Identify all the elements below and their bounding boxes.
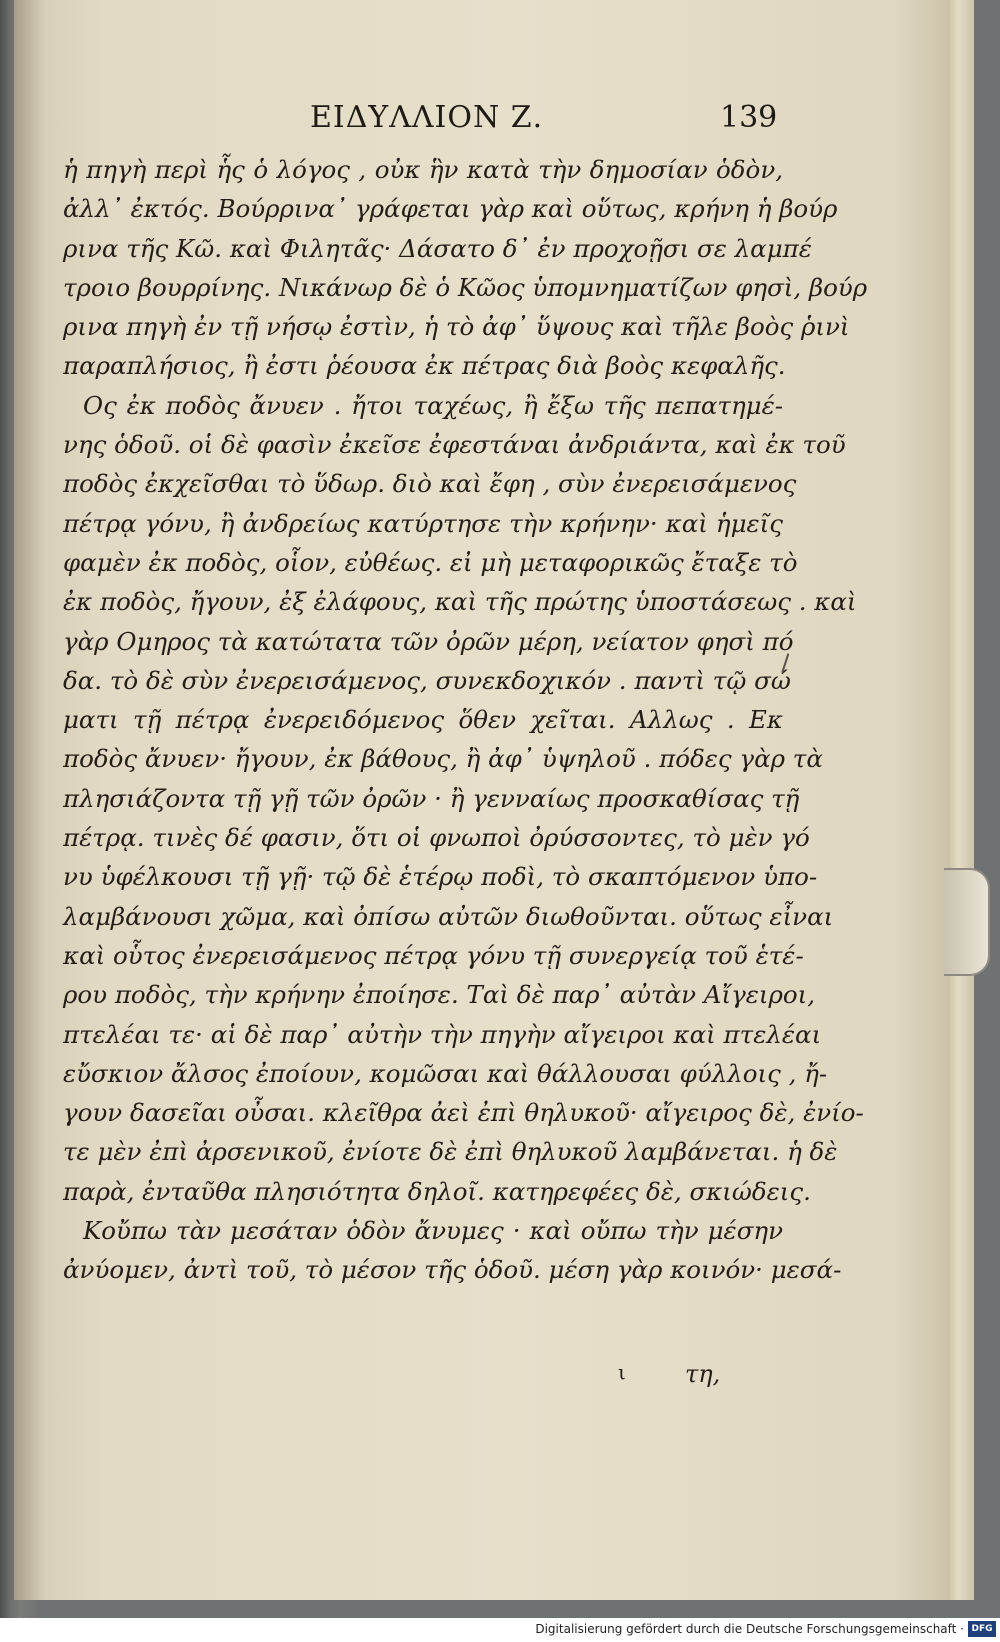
page-clip <box>944 868 990 976</box>
text-line: τε μὲν ἐπὶ ἀρσενικοῦ, ἐνίοτε δὲ ἐπὶ θηλυκοῦ λαμβάνεται. ἡ δὲ <box>63 1137 838 1167</box>
text-line: Κοὔπω τὰν μεσάταν ὁδὸν ἄνυμες · καὶ οὔπω τὴν μέσην <box>83 1216 783 1246</box>
text-line: δα. τὸ δὲ σὺν ἐνερεισάμενος, συνεκδοχικόν . παντὶ τῷ σώ <box>63 665 791 695</box>
footer-credit: Digitalisierung gefördert durch die Deutsche Forschungsgemeinschaft · <box>535 1622 964 1636</box>
text-line: νης ὁδοῦ. οἱ δὲ φασὶν ἐκεῖσε ἐφεστάναι ἀνδριάντα, καὶ ἐκ τοῦ <box>63 430 846 460</box>
text-line: γουν δασεῖαι οὖσαι. κλεῖθρα ἀεὶ ἐπὶ θηλυκοῦ· αἴγειρος δὲ, ἐνίο- <box>63 1098 864 1128</box>
text-line: τροιο βουρρίνης. Νικάνωρ δὲ ὁ Κῶος ὑπομνηματίζων φησὶ, βούρ <box>63 272 868 302</box>
text-block <box>63 150 868 1290</box>
text-line: καὶ οὗτος ἐνερεισάμενος πέτρᾳ γόνυ τῇ συνεργείᾳ τοῦ ἑτέ- <box>63 940 804 970</box>
text-line: ἐκ ποδὸς, ἤγουν, ἐξ ἐλάφους, καὶ τῆς πρώτης ὑποστάσεως . καὶ <box>63 587 857 617</box>
dfg-logo: DFG <box>968 1621 996 1637</box>
text-line: Ος ἐκ ποδὸς ἄνυεν . ἤτοι ταχέως, ἢ ἔξω τῆς πεπατημέ- <box>83 390 783 420</box>
catchword: τη, <box>685 1360 721 1388</box>
text-line: γὰρ Ομηρος τὰ κατώτατα τῶν ὀρῶν μέρη, νείατον φησὶ πό <box>63 626 794 656</box>
text-line: ἀνύομεν, ἀντὶ τοῦ, τὸ μέσον τῆς ὁδοῦ. μέση γὰρ κοινόν· μεσά- <box>63 1255 842 1285</box>
text-line: εὔσκιον ἄλσος ἐποίουν, κομῶσαι καὶ θάλλουσαι φύλλοις , ἤ- <box>63 1058 828 1088</box>
text-line: ποδὸς ἐκχεῖσθαι τὸ ὕδωρ. διὸ καὶ ἔφη , σὺν ἐνερεισάμενος <box>63 469 797 499</box>
text-line: ἀλλ᾽ ἐκτός. Βούρρινα᾽ γράφεται γὰρ καὶ οὕτως, κρήνη ἡ βούρ <box>63 194 838 224</box>
text-line: λαμβάνουσι χῶμα, καὶ ὀπίσω αὐτῶν διωθοῦνται. οὕτως εἶναι <box>63 901 834 931</box>
text-line: ἡ πηγὴ περὶ ἧς ὁ λόγος , οὐκ ἣν κατὰ τὴν δημοσίαν ὁδὸν, <box>63 155 783 184</box>
text-line: παραπλήσιος, ἢ ἐστι ῥέουσα ἐκ πέτρας διὰ βοὸς κεφαλῆς. <box>63 351 786 381</box>
text-line: ρινα πηγὴ ἐν τῇ νήσῳ ἐστὶν, ἡ τὸ ἀφ᾽ ὕψους καὶ τῆλε βοὸς ῥινὶ <box>63 312 850 342</box>
page-edge <box>948 0 974 1600</box>
text-line: παρὰ, ἐνταῦθα πλησιότητα δηλοῖ. κατηρεφέες δὲ, σκιώδεις. <box>63 1176 811 1206</box>
catchword-row <box>580 1360 780 1400</box>
signature-mark: ι <box>618 1360 626 1384</box>
text-line: ματι τῇ πέτρᾳ ἐνερειδόμενος ὅθεν χεῖται. Αλλως . Εκ <box>63 705 783 735</box>
text-line: ρινα τῆς Κῶ. καὶ Φιλητᾶς· Δάσατο δ᾽ ἐν προχοῇσι σε λαμπέ <box>63 233 812 263</box>
text-line: ποδὸς ἄνυεν· ἤγουν, ἐκ βάθους, ἢ ἀφ᾽ ὑψηλοῦ . πόδες γὰρ τὰ <box>63 744 823 774</box>
page-number: 139 <box>720 100 778 135</box>
digitization-footer <box>0 1618 1000 1642</box>
running-header <box>290 100 778 150</box>
text-line: ρου ποδὸς, τὴν κρήνην ἐποίησε. Ταὶ δὲ παρ᾽ αὐτὰν Αἴγειροι, <box>63 980 816 1010</box>
text-line: φαμὲν ἐκ ποδὸς, οἷον, εὐθέως. εἰ μὴ μεταφορικῶς ἔταξε τὸ <box>63 547 798 577</box>
text-line: πέτρᾳ. τινὲς δέ φασιν, ὅτι οἱ φνωποὶ ὀρύσσοντες, τὸ μὲν γό <box>63 823 810 853</box>
text-line: πέτρᾳ γόνυ, ἢ ἀνδρείως κατύρτησε τὴν κρήνην· καὶ ἡμεῖς <box>63 508 783 538</box>
running-title: ΕΙΔΥΛΛΙΟΝ Ζ. <box>310 100 544 135</box>
text-line: νυ ὑφέλκουσι τῇ γῇ· τῷ δὲ ἑτέρῳ ποδὶ, τὸ σκαπτόμενον ὑπο- <box>63 862 818 892</box>
text-line: πλησιάζοντα τῇ γῇ τῶν ὀρῶν · ἢ γενναίως προσκαθίσας τῇ <box>63 783 800 813</box>
text-line: πτελέαι τε· αἱ δὲ παρ᾽ αὐτὴν τὴν πηγὴν αἴγειροι καὶ πτελέαι <box>63 1019 822 1049</box>
